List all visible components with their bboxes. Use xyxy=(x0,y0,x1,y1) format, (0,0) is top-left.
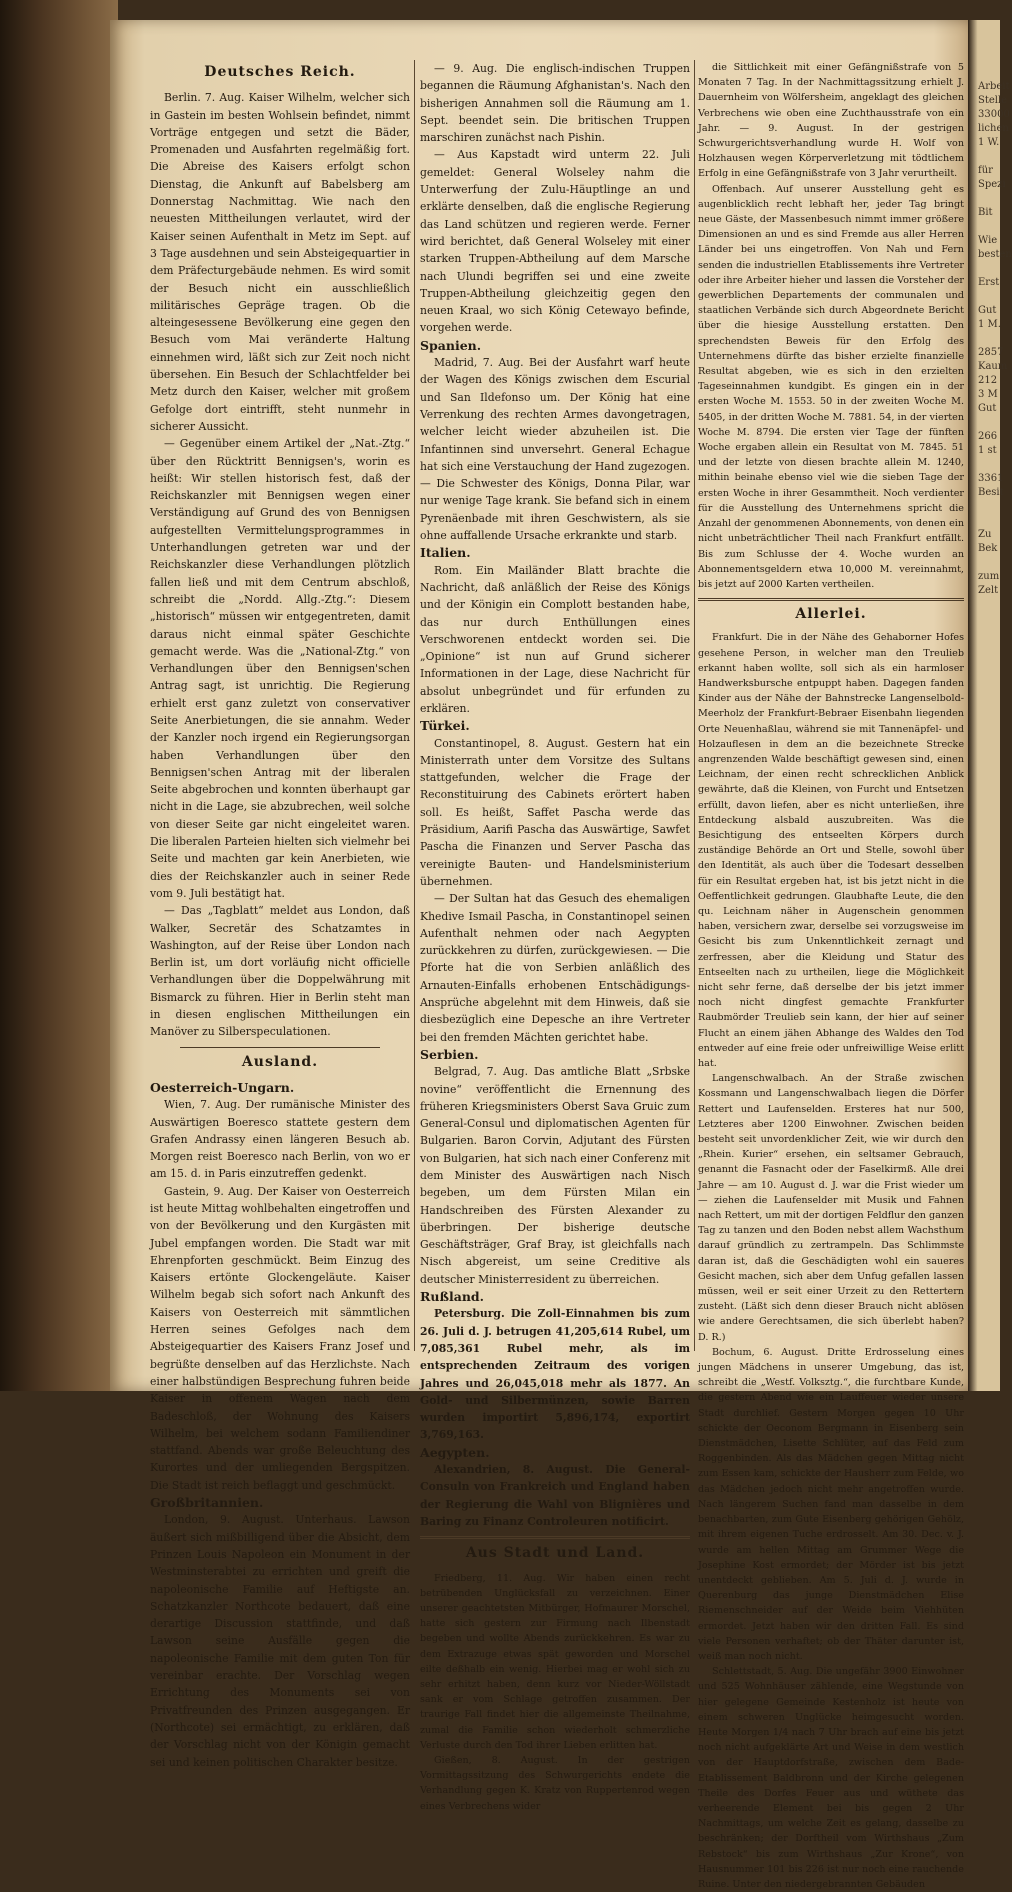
column-divider xyxy=(694,60,695,1351)
article-paragraph: Rom. Ein Mailänder Blatt brachte die Nachricht, daß anläßlich der Reise des Königs und der Königin ein Complott bestanden habe, das nur durch Enthüllungen eines Verschworenen entdeckt worden sei. Die „Opinione“ ist nun auf Grund sicherer Informationen in der Lage, diese Nachricht für absolut unbegründet und für erfunden zu erklären. xyxy=(420,563,690,715)
country-heading-grossbritannien: Großbritannien. xyxy=(150,1495,264,1511)
section-rule xyxy=(180,1047,380,1048)
country-heading-oesterreich: Oesterreich-Ungarn. xyxy=(150,1079,295,1095)
country-heading-tuerkei: Türkei. xyxy=(420,718,470,734)
article-paragraph: — Das „Tagblatt“ meldet aus London, daß Walker, Secretär des Schatzamtes in Washington, auf der Reise über London nach Berlin ist, um dort vorläufig nicht officielle Verhandlungen über die Doppelwährung mit Bismarck zu führen. Hier in Berlin steht man in diesen englischen Mittheilungen ein Manöver zu Silberspeculationen. xyxy=(150,904,410,1039)
section-title-ausland: Ausland. xyxy=(241,1053,319,1070)
article-paragraph: Wien, 7. Aug. Der rumänische Minister des Auswärtigen Boeresco stattete gestern dem Grafen Andrassy einen längeren Besuch ab. Morgen reist Boeresco nach Berlin, von wo er am 15. d. in Paris einzutreffen gedenkt. xyxy=(150,1098,410,1181)
section-title-aus-stadt-und-land: Aus Stadt und Land. xyxy=(465,1545,645,1562)
article-paragraph: Alexandrien, 8. August. Die General-Consuln von Frankreich und England haben der Regierung die Wahl von Blignières und Baring zu Finanz Controleuren notificirt. xyxy=(420,1463,690,1528)
article-paragraph: Frankfurt. Die in der Nähe des Gehaborner Hofes gesehene Person, in welcher man den Treulieb erkannt haben wollte, soll sich als ein harmloser Handwerksbursche entpuppt haben. Dagegen fanden Kinder aus der Nähe der Bahnstrecke Langenselbold-Meerholz der Frankfurt-Bebraer Eisenbahn liegenden Orte Neuenhaßlau, während sie mit Tannenäpfel- und Holzauflesen in dem an die bezeichnete Strecke angrenzenden Walde beschäftigt gewesen sind, einen Leichnam, der einen recht schrecklichen Anblick gewährte, daß die Kleinen, von Furcht und Entsetzen erfüllt, davon liefen, aber es nicht unterließen, ihre Entdeckung alsbald auszubreiten. Was die Besichtigung des entseelten Körpers durch zuständige Behörde an Ort und Stelle, sowohl über den Identität, als auch über die Todesart desselben für ein Resultat ergeben hat, ist bis jetzt nicht in die Oeffentlichkeit gedrungen. Glaubhafte Leute, die den qu. Leichnam näher in Augenschein genommen haben, versichern zwar, derselbe sei vorzugsweise im Gesicht bis zum Unkenntlichkeit zernagt und zerfressen, aber die Kleidung und Statur des Entseelten nach zu urtheilen, liege die Möglichkeit nicht sehr ferne, daß derselbe der bis jetzt immer noch nicht dingfest gemachte Frankfurter Raubmörder Treulieb sein kann, der hier auf seiner Flucht an einem jähen Abhange des Waldes den Tod entweder auf eine freie oder unfreiwillige Weise erlitt hat. xyxy=(698,632,964,1069)
country-heading-spanien: Spanien. xyxy=(420,337,482,353)
article-paragraph: Berlin. 7. Aug. Kaiser Wilhelm, welcher sich in Gastein im besten Wohlsein befindet, nimmt Vorträge entgegen und setzt die Bäder, Promenaden und Ausfahrten regelmäßig fort. Die Abreise des Kaisers erfolgt schon Dienstag, die Ankunft auf Babelsberg am Donnerstag Nachmittag. Wie nach den neuesten Mittheilungen verlautet, wird der Kaiser seinen Aufenthalt in Metz im Sept. auf 3 Tage ausdehnen und sein Absteigequartier in dem Präfecturgebäude nehmen. Es wird somit der Besuch nicht ein ausschließlich militärisches Gepräge tragen. Ob die alteingesessene Bevölkerung eine gegen den Besuch vom Mai veränderte Haltung einnehmen wird, läßt sich zur Zeit noch nicht übersehen. Ein Besuch der Schlachtfelder bei Metz durch den Kaiser, welcher mit großem Gefolge dort eintrifft, steht nunmehr in sicherer Aussicht. xyxy=(150,91,410,433)
article-paragraph: — Aus Kapstadt wird unterm 22. Juli gemeldet: General Wolseley nahm die Unterwerfung der Zulu-Häuptlinge an und erklärte denselben, daß die englische Regierung das Land schützen und regieren werde. Ferner wird berichtet, daß General Wolseley mit einer starken Truppen-Abtheilung auf dem Marsche nach Ulundi begriffen sei und eine zweite Truppen-Abtheilung gleichzeitig gegen den neuen Kraal, wo sich König Cetewayo befinde, vorgehen werde. xyxy=(420,148,690,335)
book-binding xyxy=(0,0,118,1391)
country-heading-italien: Italien. xyxy=(420,545,471,561)
article-paragraph: Offenbach. Auf unserer Ausstellung geht es augenblicklich recht lebhaft her, jeder Tag bringt neue Gäste, der Massenbesuch nimmt immer größere Dimensionen an und es sind Fremde aus aller Herren Länder bei uns eingetroffen. Von Nah und Fern senden die industriellen Etablissements ihre Vertreter oder ihre Arbeiter hieher und lassen die Vorsteher der gewerblichen Departements der communalen und staatlichen Verbände sich durch Abgeordnete Bericht über die hiesige Ausstellung erstatten. Den sprechendsten Beweis für den Erfolg des Unternehmens dürfte das bisher erzielte finanzielle Resultat abgeben, wie es sich in den erzielten Tageseinnahmen kundgibt. Es gingen ein in der ersten Woche M. 1553. 50 in der zweiten Woche M. 5405, in der dritten Woche M. 7881. 54, in der vierten Woche M. 8794. Die ersten vier Tage der fünften Woche ergaben allein ein Resultat von M. 7845. 51 und der letzte von diesen brachte allein M. 1240, mithin beinahe ebenso viel wie die sieben Tage der ersten Woche in ihrer Gesammtheit. Noch verdienter für die Ausstellung des Unternehmens spricht die Anzahl der genommenen Abonnements, von denen ein nicht unbeträchtlicher Theil nach Frankfurt entfällt. Bis zum Schlusse der 4. Woche wurden an Abonnementsgeldern etwa 10,000 M. vereinnahmt, bis jetzt auf 2000 Karten vertheilen. xyxy=(698,183,964,590)
article-paragraph: Belgrad, 7. Aug. Das amtliche Blatt „Srbske novine“ veröffentlicht die Ernennung des früheren Kriegsministers Oberst Sava Gruic zum General-Consul und diplomatischen Agenten für Bulgarien. Baron Corvin, Adjutant des Fürsten von Bulgarien, hat sich nach einer Conferenz mit dem Minister des Auswärtigen nach Nisch begeben, um dem Fürsten Milan ein Handschreiben des Fürsten Alexander zu überbringen. Der bisherige deutsche Geschäftsträger, Graf Bray, ist gleichfalls nach Nisch abgereist, um seine Creditive als deutscher Ministerresident zu überreichen. xyxy=(420,1065,690,1286)
article-paragraph: Petersburg. Die Zoll-Einnahmen bis zum 26. Juli d. J. betrugen 41,205,614 Rubel, um 7,085,361 Rubel mehr, als im entsprechenden Zeitraum des vorigen Jahres und 26,045,018 mehr als 1877. An Gold- und Silbermünzen, sowie Barren wurden importirt 5,896,174, exportirt 3,769,163. xyxy=(420,1307,690,1442)
article-paragraph: Schlettstadt, 5. Aug. Die ungefähr 3900 Einwohner und 525 Wohnhäuser zählende, eine Wegstunde von hier gelegene Gemeinde Kestenholz ist heute von einem schweren Unglücke heimgesucht worden. Heute Morgen 1/4 nach 7 Uhr brach auf eine bis jetzt noch nicht aufgeklärte Art und Weise in dem westlich von der Hauptdorfstraße, zwischen dem Bade-Etablissement Baldbronn und der Kirche gelegenen Theile des Dorfes Feuer aus und wüthete das verheerende Element bei bis gegen 2 Uhr Nachmittags, um welche Zeit es gelang, dasselbe zu beschränken; der Dorftheil vom Wirthshaus „Zum Rebstock“ bis zum Wirthshaus „Zur Krone“, von Hausnummer 101 bis 226 ist nur noch eine rauchende Ruine. Unter den niedergebrannten Gebäuden xyxy=(698,1666,964,1890)
country-heading-serbien: Serbien. xyxy=(420,1046,479,1062)
article-paragraph: — Der Sultan hat das Gesuch des ehemaligen Khedive Ismail Pascha, in Constantinopel seinen Aufenthalt nehmen oder nach Aegypten zurückkehren zu dürfen, zurückgewiesen. — Die Pforte hat die von Serbien anläßlich des Arnauten-Einfalls erhobenen Entschädigungs-Ansprüche abgelehnt mit dem Hinweis, daß sie diesbezüglich eine Depesche an ihre Vertreter bei den fremden Mächten gerichtet habe. xyxy=(420,892,690,1044)
column-2 xyxy=(420,60,690,1812)
section-title-allerlei: Allerlei. xyxy=(795,606,867,623)
article-paragraph: Gießen, 8. August. In der gestrigen Vormittagssitzung des Schwurgerichts endete die Verhandlung gegen K. Kratz von Ruppertenrod wegen eines Verbrechens wider xyxy=(420,1754,690,1812)
article-paragraph: — Gegenüber einem Artikel der „Nat.-Ztg.“ über den Rücktritt Bennigsen's, worin es heißt: Wir stellen historisch fest, daß der Reichskanzler mit Bennigsen wegen einer Verständigung auf Grund des von Bennigsen aufgestellten Vermittelungsprogrammes in Unterhandlungen getreten war und der Reichskanzler diese Verhandlungen plötzlich fallen ließ und mit dem Centrum abschloß, schreibt die „Nordd. Allg.-Ztg.“: Diesem „historisch“ müssen wir entgegentreten, damit daraus nicht einmal später Geschichte gemacht werde. Was die „National-Ztg.“ von Verhandlungen über den Bennigsen'schen Antrag sagt, ist unrichtig. Die Regierung erhielt erst ganz zuletzt von conservativer Seite Anerbietungen, die sie annahm. Weder der Kanzler noch irgend ein Regierungsorgan haben Verhandlungen über den Bennigsen'schen Antrag mit der liberalen Seite abgebrochen und konnten überhaupt gar nicht in die Lage, sie abzubrechen, weil solche von dieser Seite gar nicht eingeleitet waren. Die liberalen Parteien hielten sich vielmehr bei Seite und machten gar kein Anerbieten, wie dies der Reichskanzler auch in seiner Rede vom 9. Juli bestätigt hat. xyxy=(150,437,410,900)
column-divider xyxy=(414,60,415,1351)
adjacent-page-text: Arbeit Stelle 33000 lichen 1 W. für Spezi Bit Wie besten Erst Gut 1 M. 2857 Kaum 212 3 M Gut 266 1 st 3361 Besit Zu Bek zum Zelt xyxy=(978,81,1012,596)
section-title-deutsches-reich: Deutsches Reich. xyxy=(204,64,356,80)
article-paragraph: die Sittlichkeit mit einer Gefängnißstrafe von 5 Monaten 7 Tag. In der Nachmittagssitzung erhielt J. Dauernheim von Wölfersheim, angeklagt des gleichen Verbrechens wie oben eine Zuchthausstrafe von ein Jahr. — 9. August. In der gestrigen Schwurgerichtsverhandlung wurde H. Wolf von Holzhausen wegen Körperverletzung mit tödtlichem Erfolg in eine Gefängnißstrafe von 3 Jahr verurtheilt. xyxy=(698,62,964,180)
article-paragraph: London, 9. August. Unterhaus. Lawson äußert sich mißbilligend über die Absicht, dem Prinzen Louis Napoleon ein Monument in der Westminsterabtei zu errichten und greift die napoleonische Familie auf Heftigste an. Schatzkanzler Northcote bedauert, daß eine derartige Discussion stattfinde, und daß Lawson seine Ausfälle gegen die napoleonische Familie mit dem guten Ton für vereinbar erachte. Der Vorschlag wegen Errichtung des Monuments sei von Privatfreunden des Prinzen ausgegangen. Er (Northcote) sei ermächtigt, zu erklären, daß der Vorschlag nicht von der Königin gemacht sei und keinen politischen Charakter besitze. xyxy=(150,1513,410,1769)
country-heading-aegypten: Aegypten. xyxy=(420,1444,490,1460)
adjacent-page-edge xyxy=(968,20,1012,1391)
country-heading-russland: Rußland. xyxy=(420,1289,485,1305)
column-1 xyxy=(150,60,410,1769)
article-paragraph: Gastein, 9. Aug. Der Kaiser von Oesterreich ist heute Mittag wohlbehalten eingetroffen und von der Bevölkerung und den Kurgästen mit Jubel empfangen worden. Die Stadt war mit Ehrenpforten geschmückt. Beim Einzug des Kaisers ertönte Glockengeläute. Kaiser Wilhelm begab sich sofort nach Ankunft des Kaisers von Oesterreich mit sämmtlichen Herren seines Gefolges nach dem Absteigequartier des Kaisers Franz Josef und begrüßte denselben auf das Herzlichste. Nach einer halbstündigen Besprechung fuhren beide Kaiser in offenem Wagen nach dem Badeschloß, der Wohnung des Kaisers Wilhelm, bei welchem sodann Familiendiner stattfand. Abends war große Beleuchtung des Kurortes und der umliegenden Bergspitzen. Die Stadt ist reich beflaggt und geschmückt. xyxy=(150,1184,410,1492)
column-3 xyxy=(698,60,964,1890)
article-paragraph: Friedberg, 11. Aug. Wir haben einen recht betrübenden Unglücksfall zu verzeichnen. Einer unserer geachtetsten Mitbürger, Hofmaurer Morschel, hatte sich gestern zur Firmung nach Ilbenstadt begeben und wollte Abends zurückkehren. Es war zu dem Extrazuge etwas spät geworden und Morschel eilte deßhalb ein wenig. Hierbei mag er wohl sich zu sehr erhitzt haben, denn kurz vor Nieder-Wöllstadt sank er vom Schlage getroffen zusammen. Der traurige Fall findet hier die allgemeinste Theilnahme, zumal die Familie schon wiederholt schmerzliche Verluste durch den Tod ihrer Lieben erlitten hat. xyxy=(420,1572,690,1751)
article-paragraph: Bochum, 6. August. Dritte Erdrosselung eines jungen Mädchens in unserer Umgebung, das ist, schreibt die „Westf. Volksztg.“, die furchtbare Kunde, die gestern Abend wie ein Lauffeuer wieder unsere Stadt durchlief. Gestern Morgen gegen 10 Uhr schickte der Oeconom Bergmann in Eisenberg sein Dienstmädchen, Lisette Schlüter, auf das Feld zum Roggenbinden. Als das Mädchen gegen Mittag nicht zum Essen kam, schickte der Hausherr zum Felde, wo das Mädchen jedoch nicht mehr angetroffen wurde. Nach längerem Suchen fand man dasselbe in dem benachbarten, zum Gute Eisenberg gehörigen Gehölz, mit ihrem eigenen Tuche erdrosselt. Am 30. Dec. v. J. wurde am hellen Mittag am Grummer Wege die Josephine Kost ermordet; der Mörder ist bis jetzt unentdeckt geblieben. Am 5. Juli d. J. wurde in Querenburg das junge Dienstmädchen Elise Riemenschneider auf der Weide beim Viehhüten ermordet. Jetzt haben wir den dritten Fall. Es sind viele Personen verhaftet; ob der Thäter darunter ist, weiß man noch nicht. xyxy=(698,1346,964,1662)
section-rule xyxy=(420,1536,690,1539)
article-paragraph: Langenschwalbach. An der Straße zwischen Kossmann und Langenschwalbach liegen die Dörfer Rettert und Laufenselden. Ersteres hat nur 500, Letzteres aber 1200 Einwohner. Zwischen beiden besteht seit unvordenklicher Zeit, wie wir durch den „Rhein. Kurier“ ersehen, ein seltsamer Gebrauch, genannt die Fasnacht oder der Faselkirmß. Alle drei Jahre — am 10. August d. J. war die Frist wieder um — ziehen die Laufenselder mit Musik und Fahnen nach Rettert, um mit der dortigen Feldflur den ganzen Tag zu tanzen und den Boden nebst allem Wachsthum darauf gründlich zu zertrampeln. Das Schlimmste daran ist, daß die Geschädigten wohl ein saueres Gesicht machen, sich aber dem Unfug gefallen lassen müssen, weil er seit einer Urzeit zu den Rettertern zusteht. (Läßt sich denn dieser Brauch nicht ablösen wie andere Gerechtsamen, die sich überlebt haben? D. R.) xyxy=(698,1073,964,1343)
article-paragraph: Madrid, 7. Aug. Bei der Ausfahrt warf heute der Wagen des Königs zwischen dem Escurial und San Ildefonso um. Der König hat eine Verrenkung des rechten Armes davongetragen, welcher leicht wieder abzuheilen ist. Die Infantinnen sind unversehrt. General Echague hat sich eine Verstauchung der Hand zugezogen. — Die Schwester des Königs, Donna Pilar, war nur wenige Tage krank. Sie befand sich in einem Pyrenäenbade mit ihren Geschwistern, als sie ohne auffallende Ursache erkrankte und starb. xyxy=(420,356,690,543)
section-rule xyxy=(698,598,964,601)
article-paragraph: Constantinopel, 8. August. Gestern hat ein Ministerrath unter dem Vorsitze des Sultans stattgefunden, welcher die Frage der Reconstituirung des Cabinets erörtert haben soll. Es heißt, Saffet Pascha werde das Präsidium, Aarifi Pascha das Auswärtige, Sawfet Pascha die Finanzen und Server Pascha das vereinigte Bauten- und Handelsministerium übernehmen. xyxy=(420,736,690,888)
article-paragraph: — 9. Aug. Die englisch-indischen Truppen begannen die Räumung Afghanistan's. Nach den bisherigen Annahmen soll die Räumung am 1. Sept. beendet sein. Die britischen Truppen marschiren zunächst nach Pishin. xyxy=(420,62,690,145)
